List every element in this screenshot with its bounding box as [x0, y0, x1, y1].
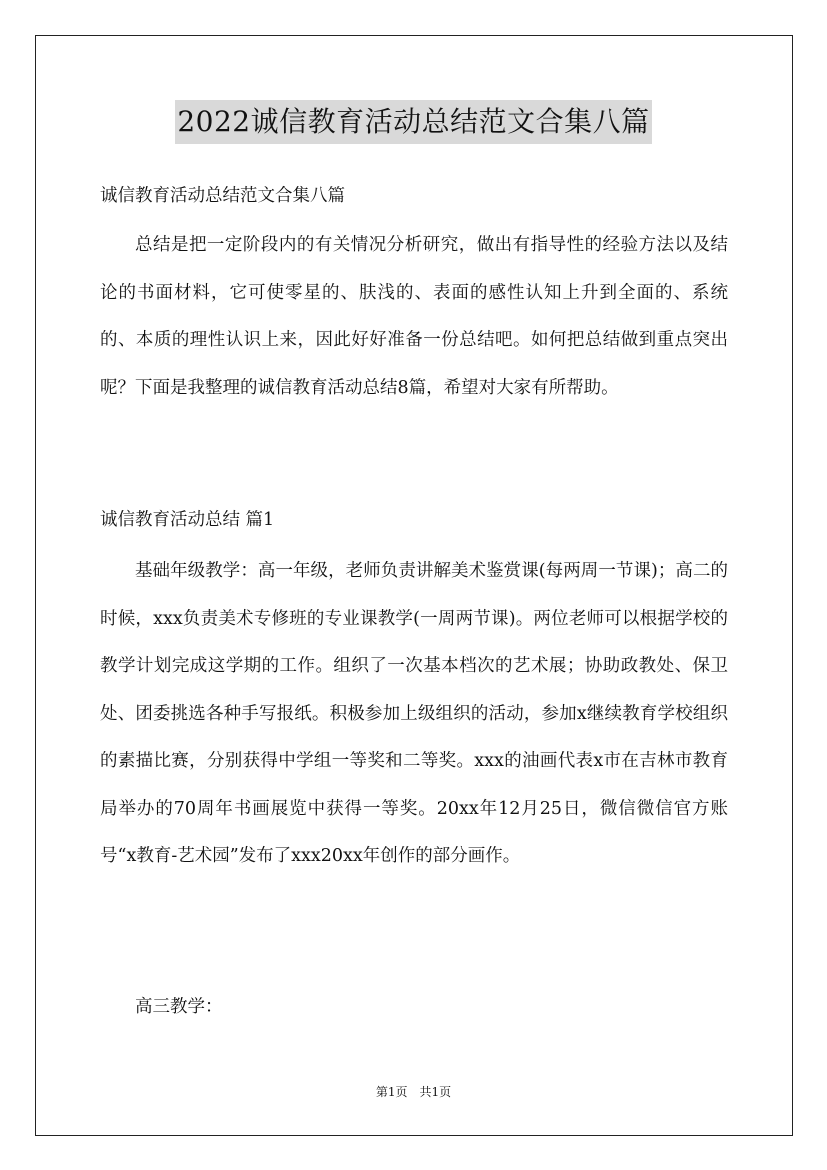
intro-paragraph: 总结是把一定阶段内的有关情况分析研究，做出有指导性的经验方法以及结论的书面材料，它可使零星的、肤浅的、表面的感性认知上升到全面的、系统的、本质的理性认识上来，因此好好准备一份总结吧。如何把总结做到重点突出呢？下面是我整理的诚信教育活动总结8篇，希望对大家有所帮助。 — [100, 235, 728, 398]
sub-heading: 高三教学： — [135, 997, 223, 1017]
section-paragraph: 基础年级教学：高一年级，老师负责讲解美术鉴赏课(每两周一节课)；高二的时候，xxx负责美术专修班的专业课教学(一周两节课)。两位老师可以根据学校的教学计划完成这学期的工作。组织了一次基本档次的艺术展；协助政教处、保卫处、团委挑选各种手写报纸。积极参加上级组织的活动，参加x继续教育学校组织的素描比赛，分别获得中学组一等奖和二等奖。xxx的油画代表x市在吉林市教育局举办的70周年书画展览中获得一等奖。20xx年12月25日，微信微信官方账号“x教育-艺术园”发布了xxx20xx年创作的部分画作。 — [100, 561, 728, 866]
document-title: 2022诚信教育活动总结范文合集八篇 — [175, 100, 651, 144]
title-container — [0, 100, 827, 144]
section-heading: 诚信教育活动总结 篇1 — [100, 510, 275, 530]
page-footer: 第1页 共1页 — [375, 1085, 452, 1099]
document-subtitle: 诚信教育活动总结范文合集八篇 — [100, 186, 345, 206]
